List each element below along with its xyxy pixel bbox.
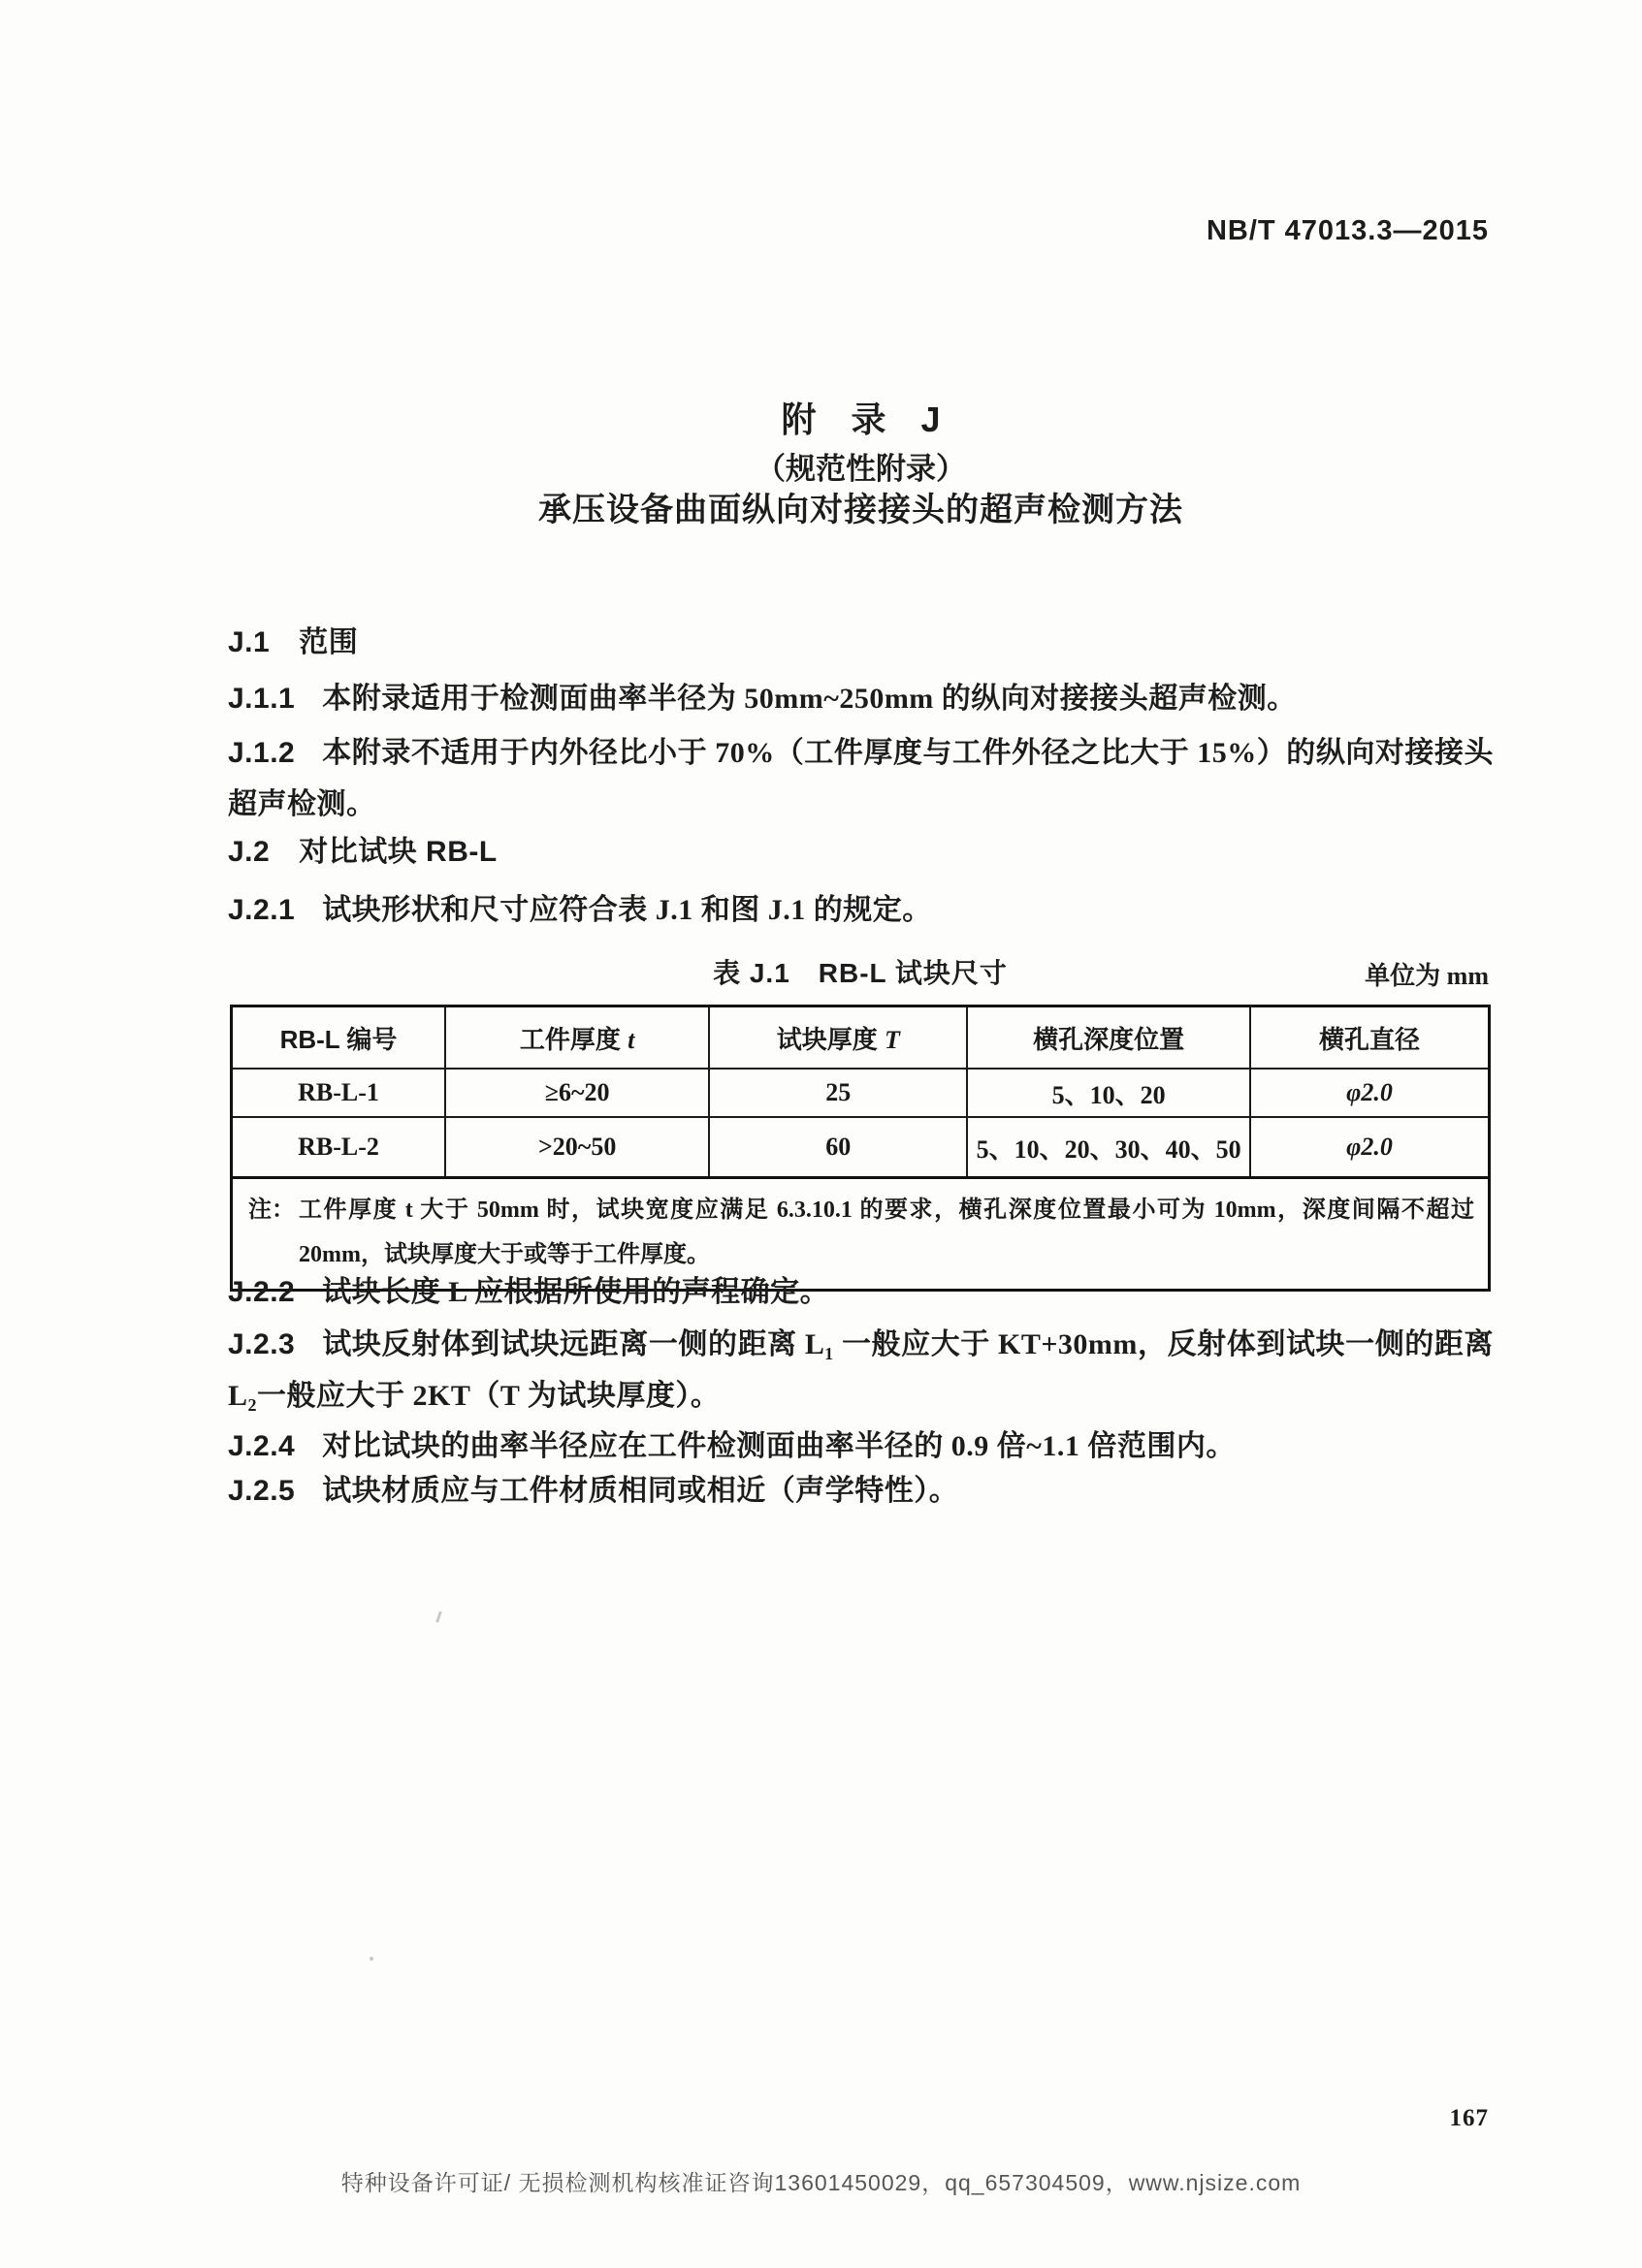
clause-j2-1 (228, 896, 932, 925)
clause-number: J.2.5 (228, 1475, 296, 1507)
note-line1: 工件厚度 t 大于 50mm 时，试块宽度应满足 6.3.10.1 的要求，横孔深度位置最小可为 10mm，深度间隔不超过 (299, 1198, 1474, 1223)
note-line2: 20mm，试块厚度大于或等于工件厚度。 (299, 1241, 710, 1267)
table-unit-label: 单位为 mm (1365, 962, 1489, 990)
table-cell: >20~50 (445, 1117, 709, 1178)
clause-j1-2-line1 (228, 739, 1494, 768)
table-header-cell: 工件厚度 t (445, 1006, 709, 1070)
table-cell: RB-L-1 (232, 1069, 445, 1117)
standard-number: NB/T 47013.3—2015 (1206, 215, 1489, 246)
clause-j2-4 (228, 1432, 1236, 1461)
clause-j2-3-line1 (228, 1330, 1494, 1359)
table-header-cell: 横孔深度位置 (967, 1006, 1250, 1070)
clause-j1-heading (228, 628, 358, 657)
table-cell: 5、10、20、30、40、50 (967, 1117, 1250, 1178)
clause-title: 范围 (299, 626, 359, 658)
table-row (232, 1069, 1490, 1117)
clause-text: L₂一般应大于 2KT（T 为试块厚度）。 (228, 1380, 721, 1412)
clause-j2-2 (228, 1278, 829, 1307)
clause-number: J.1 (228, 626, 271, 658)
scan-artifact (435, 1612, 442, 1622)
clause-number: J.2.1 (228, 894, 296, 926)
clause-j1-1 (228, 685, 1297, 714)
clause-text: 试块反射体到试块远距离一侧的距离 L₁ 一般应大于 KT+30mm，反射体到试块一侧的距离 (322, 1328, 1494, 1360)
clause-number: J.2.4 (228, 1430, 296, 1462)
table-cell: 25 (709, 1069, 967, 1117)
table-header-cell: RB-L 编号 (232, 1006, 445, 1070)
clause-title: 对比试块 RB-L (299, 836, 498, 868)
clause-j2-heading (228, 838, 498, 867)
clause-j2-3-line2 (228, 1382, 720, 1411)
table-note-row (232, 1178, 1490, 1291)
table-header-cell: 试块厚度 T (709, 1006, 967, 1070)
page-number: 167 (1449, 2105, 1489, 2131)
clause-j2-5 (228, 1477, 958, 1506)
appendix-title: 附 录 J (781, 399, 941, 439)
note-prefix: 注： (248, 1198, 295, 1223)
clause-text: 本附录不适用于内外径比小于 70%（工件厚度与工件外径之比大于 15%）的纵向对接接头 (322, 737, 1494, 769)
table-note (232, 1178, 1490, 1291)
clause-j1-2-line2 (228, 790, 376, 819)
clause-number: J.2.2 (228, 1276, 296, 1308)
scan-artifact (370, 1957, 373, 1961)
appendix-subject: 承压设备曲面纵向对接接头的超声检测方法 (538, 492, 1183, 528)
table-cell: RB-L-2 (232, 1117, 445, 1178)
table-cell: φ2.0 (1250, 1069, 1489, 1117)
table-caption-bar (230, 960, 1491, 993)
rbl-dimensions-table (230, 1005, 1491, 1292)
clause-text: 试块长度 L 应根据所使用的声程确定。 (322, 1276, 830, 1308)
appendix-type-label: （规范性附录） (756, 452, 966, 486)
clause-text: 试块材质应与工件材质相同或相近（声学特性）。 (322, 1475, 959, 1507)
clause-text: 超声检测。 (228, 788, 376, 820)
table-cell: 60 (709, 1117, 967, 1178)
table-header-row (232, 1006, 1490, 1070)
clause-text: 试块形状和尺寸应符合表 J.1 和图 J.1 的规定。 (322, 894, 932, 926)
table-cell: 5、10、20 (967, 1069, 1250, 1117)
clause-number: J.1.2 (228, 737, 296, 769)
clause-number: J.2.3 (228, 1328, 296, 1360)
table-caption: 表 J.1 RB-L 试块尺寸 (713, 958, 1008, 988)
table-cell: φ2.0 (1250, 1117, 1489, 1178)
clause-number: J.1.1 (228, 683, 296, 715)
clause-text: 本附录适用于检测面曲率半径为 50mm~250mm 的纵向对接接头超声检测。 (322, 683, 1297, 715)
clause-text: 对比试块的曲率半径应在工件检测面曲率半径的 0.9 倍~1.1 倍范围内。 (322, 1430, 1236, 1462)
table-header-cell: 横孔直径 (1250, 1006, 1489, 1070)
table-cell: ≥6~20 (445, 1069, 709, 1117)
clause-number: J.2 (228, 836, 271, 868)
table-row (232, 1117, 1490, 1178)
footer-watermark: 特种设备许可证/ 无损检测机构核准证咨询13601450029，qq_657304509，www.njsize.com (340, 2170, 1302, 2195)
